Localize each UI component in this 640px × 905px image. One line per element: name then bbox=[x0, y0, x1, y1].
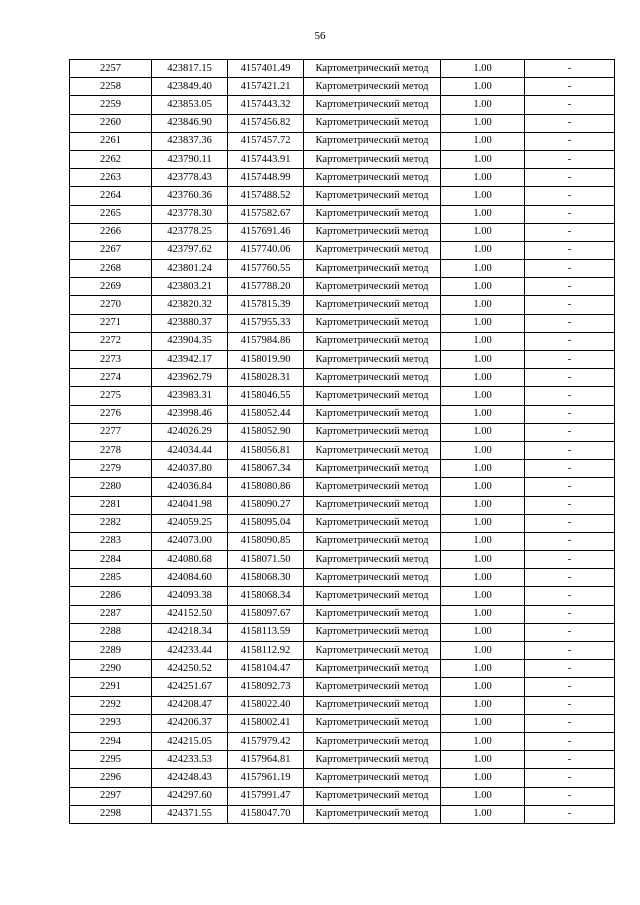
method-cell: Картометрический метод bbox=[304, 387, 441, 405]
table-row bbox=[70, 296, 615, 314]
coordinates-table bbox=[69, 59, 615, 824]
point-number-cell: 2269 bbox=[70, 278, 152, 296]
y-coordinate-cell: 4158090.27 bbox=[228, 496, 304, 514]
y-coordinate-cell: 4158112.92 bbox=[228, 642, 304, 660]
point-number-cell: 2295 bbox=[70, 751, 152, 769]
y-coordinate-cell: 4158028.31 bbox=[228, 369, 304, 387]
description-cell: - bbox=[525, 732, 615, 750]
description-cell: - bbox=[525, 314, 615, 332]
point-number-cell: 2289 bbox=[70, 642, 152, 660]
description-cell: - bbox=[525, 678, 615, 696]
accuracy-cell: 1.00 bbox=[441, 150, 525, 168]
method-cell: Картометрический метод bbox=[304, 514, 441, 532]
accuracy-cell: 1.00 bbox=[441, 751, 525, 769]
x-coordinate-cell: 423797.62 bbox=[152, 241, 228, 259]
y-coordinate-cell: 4157979.42 bbox=[228, 732, 304, 750]
accuracy-cell: 1.00 bbox=[441, 660, 525, 678]
method-cell: Картометрический метод bbox=[304, 587, 441, 605]
y-coordinate-cell: 4158071.50 bbox=[228, 551, 304, 569]
table-row bbox=[70, 132, 615, 150]
description-cell: - bbox=[525, 642, 615, 660]
x-coordinate-cell: 424041.98 bbox=[152, 496, 228, 514]
description-cell: - bbox=[525, 150, 615, 168]
accuracy-cell: 1.00 bbox=[441, 460, 525, 478]
y-coordinate-cell: 4158019.90 bbox=[228, 351, 304, 369]
y-coordinate-cell: 4157788.20 bbox=[228, 278, 304, 296]
method-cell: Картометрический метод bbox=[304, 642, 441, 660]
method-cell: Картометрический метод bbox=[304, 551, 441, 569]
point-number-cell: 2270 bbox=[70, 296, 152, 314]
y-coordinate-cell: 4157582.67 bbox=[228, 205, 304, 223]
x-coordinate-cell: 424152.50 bbox=[152, 605, 228, 623]
x-coordinate-cell: 424093.38 bbox=[152, 587, 228, 605]
x-coordinate-cell: 424084.60 bbox=[152, 569, 228, 587]
table-row bbox=[70, 605, 615, 623]
description-cell: - bbox=[525, 714, 615, 732]
y-coordinate-cell: 4157740.06 bbox=[228, 241, 304, 259]
x-coordinate-cell: 424059.25 bbox=[152, 514, 228, 532]
description-cell: - bbox=[525, 60, 615, 78]
table-row bbox=[70, 569, 615, 587]
accuracy-cell: 1.00 bbox=[441, 623, 525, 641]
accuracy-cell: 1.00 bbox=[441, 241, 525, 259]
method-cell: Картометрический метод bbox=[304, 187, 441, 205]
accuracy-cell: 1.00 bbox=[441, 187, 525, 205]
method-cell: Картометрический метод bbox=[304, 260, 441, 278]
table-row bbox=[70, 150, 615, 168]
y-coordinate-cell: 4158052.90 bbox=[228, 423, 304, 441]
x-coordinate-cell: 424026.29 bbox=[152, 423, 228, 441]
description-cell: - bbox=[525, 441, 615, 459]
accuracy-cell: 1.00 bbox=[441, 732, 525, 750]
x-coordinate-cell: 424251.67 bbox=[152, 678, 228, 696]
table-row bbox=[70, 769, 615, 787]
x-coordinate-cell: 423760.36 bbox=[152, 187, 228, 205]
x-coordinate-cell: 423962.79 bbox=[152, 369, 228, 387]
accuracy-cell: 1.00 bbox=[441, 605, 525, 623]
method-cell: Картометрический метод bbox=[304, 78, 441, 96]
table-row bbox=[70, 587, 615, 605]
y-coordinate-cell: 4158097.67 bbox=[228, 605, 304, 623]
accuracy-cell: 1.00 bbox=[441, 587, 525, 605]
accuracy-cell: 1.00 bbox=[441, 78, 525, 96]
x-coordinate-cell: 423942.17 bbox=[152, 351, 228, 369]
y-coordinate-cell: 4158002.41 bbox=[228, 714, 304, 732]
point-number-cell: 2273 bbox=[70, 351, 152, 369]
method-cell: Картометрический метод bbox=[304, 787, 441, 805]
table-row bbox=[70, 714, 615, 732]
y-coordinate-cell: 4157955.33 bbox=[228, 314, 304, 332]
point-number-cell: 2280 bbox=[70, 478, 152, 496]
method-cell: Картометрический метод bbox=[304, 332, 441, 350]
table-row bbox=[70, 496, 615, 514]
table-row bbox=[70, 241, 615, 259]
description-cell: - bbox=[525, 696, 615, 714]
accuracy-cell: 1.00 bbox=[441, 223, 525, 241]
point-number-cell: 2281 bbox=[70, 496, 152, 514]
description-cell: - bbox=[525, 296, 615, 314]
point-number-cell: 2293 bbox=[70, 714, 152, 732]
x-coordinate-cell: 423820.32 bbox=[152, 296, 228, 314]
x-coordinate-cell: 423778.30 bbox=[152, 205, 228, 223]
x-coordinate-cell: 423998.46 bbox=[152, 405, 228, 423]
description-cell: - bbox=[525, 187, 615, 205]
method-cell: Картометрический метод bbox=[304, 751, 441, 769]
description-cell: - bbox=[525, 132, 615, 150]
point-number-cell: 2261 bbox=[70, 132, 152, 150]
accuracy-cell: 1.00 bbox=[441, 332, 525, 350]
point-number-cell: 2277 bbox=[70, 423, 152, 441]
point-number-cell: 2278 bbox=[70, 441, 152, 459]
accuracy-cell: 1.00 bbox=[441, 96, 525, 114]
point-number-cell: 2263 bbox=[70, 169, 152, 187]
x-coordinate-cell: 423778.43 bbox=[152, 169, 228, 187]
accuracy-cell: 1.00 bbox=[441, 478, 525, 496]
table-row bbox=[70, 60, 615, 78]
table-row bbox=[70, 787, 615, 805]
table-row bbox=[70, 223, 615, 241]
y-coordinate-cell: 4157984.86 bbox=[228, 332, 304, 350]
x-coordinate-cell: 424034.44 bbox=[152, 441, 228, 459]
x-coordinate-cell: 424371.55 bbox=[152, 805, 228, 823]
point-number-cell: 2297 bbox=[70, 787, 152, 805]
accuracy-cell: 1.00 bbox=[441, 205, 525, 223]
page-number: 56 bbox=[314, 30, 326, 42]
accuracy-cell: 1.00 bbox=[441, 514, 525, 532]
accuracy-cell: 1.00 bbox=[441, 60, 525, 78]
y-coordinate-cell: 4157964.81 bbox=[228, 751, 304, 769]
table-row bbox=[70, 732, 615, 750]
method-cell: Картометрический метод bbox=[304, 660, 441, 678]
y-coordinate-cell: 4157691.46 bbox=[228, 223, 304, 241]
method-cell: Картометрический метод bbox=[304, 405, 441, 423]
method-cell: Картометрический метод bbox=[304, 678, 441, 696]
method-cell: Картометрический метод bbox=[304, 60, 441, 78]
x-coordinate-cell: 424215.05 bbox=[152, 732, 228, 750]
description-cell: - bbox=[525, 332, 615, 350]
description-cell: - bbox=[525, 223, 615, 241]
method-cell: Картометрический метод bbox=[304, 132, 441, 150]
y-coordinate-cell: 4157760.55 bbox=[228, 260, 304, 278]
point-number-cell: 2272 bbox=[70, 332, 152, 350]
accuracy-cell: 1.00 bbox=[441, 532, 525, 550]
accuracy-cell: 1.00 bbox=[441, 551, 525, 569]
y-coordinate-cell: 4157991.47 bbox=[228, 787, 304, 805]
x-coordinate-cell: 423778.25 bbox=[152, 223, 228, 241]
table-row bbox=[70, 405, 615, 423]
method-cell: Картометрический метод bbox=[304, 623, 441, 641]
accuracy-cell: 1.00 bbox=[441, 114, 525, 132]
table-row bbox=[70, 369, 615, 387]
description-cell: - bbox=[525, 769, 615, 787]
description-cell: - bbox=[525, 78, 615, 96]
method-cell: Картометрический метод bbox=[304, 205, 441, 223]
method-cell: Картометрический метод bbox=[304, 460, 441, 478]
accuracy-cell: 1.00 bbox=[441, 296, 525, 314]
table-row bbox=[70, 532, 615, 550]
method-cell: Картометрический метод bbox=[304, 96, 441, 114]
method-cell: Картометрический метод bbox=[304, 441, 441, 459]
table-row bbox=[70, 423, 615, 441]
point-number-cell: 2265 bbox=[70, 205, 152, 223]
y-coordinate-cell: 4158067.34 bbox=[228, 460, 304, 478]
x-coordinate-cell: 424036.84 bbox=[152, 478, 228, 496]
point-number-cell: 2276 bbox=[70, 405, 152, 423]
description-cell: - bbox=[525, 569, 615, 587]
x-coordinate-cell: 424297.60 bbox=[152, 787, 228, 805]
method-cell: Картометрический метод bbox=[304, 114, 441, 132]
y-coordinate-cell: 4157443.91 bbox=[228, 150, 304, 168]
x-coordinate-cell: 424080.68 bbox=[152, 551, 228, 569]
y-coordinate-cell: 4157448.99 bbox=[228, 169, 304, 187]
y-coordinate-cell: 4158052.44 bbox=[228, 405, 304, 423]
y-coordinate-cell: 4157443.32 bbox=[228, 96, 304, 114]
method-cell: Картометрический метод bbox=[304, 714, 441, 732]
accuracy-cell: 1.00 bbox=[441, 805, 525, 823]
x-coordinate-cell: 423880.37 bbox=[152, 314, 228, 332]
point-number-cell: 2283 bbox=[70, 532, 152, 550]
description-cell: - bbox=[525, 751, 615, 769]
table-row bbox=[70, 187, 615, 205]
y-coordinate-cell: 4158047.70 bbox=[228, 805, 304, 823]
x-coordinate-cell: 424037.80 bbox=[152, 460, 228, 478]
table-row bbox=[70, 96, 615, 114]
table-row bbox=[70, 278, 615, 296]
description-cell: - bbox=[525, 460, 615, 478]
description-cell: - bbox=[525, 605, 615, 623]
table-row bbox=[70, 387, 615, 405]
table-row bbox=[70, 805, 615, 823]
method-cell: Картометрический метод bbox=[304, 696, 441, 714]
point-number-cell: 2258 bbox=[70, 78, 152, 96]
description-cell: - bbox=[525, 623, 615, 641]
x-coordinate-cell: 423803.21 bbox=[152, 278, 228, 296]
x-coordinate-cell: 423846.90 bbox=[152, 114, 228, 132]
accuracy-cell: 1.00 bbox=[441, 351, 525, 369]
y-coordinate-cell: 4158046.55 bbox=[228, 387, 304, 405]
method-cell: Картометрический метод bbox=[304, 296, 441, 314]
x-coordinate-cell: 424233.53 bbox=[152, 751, 228, 769]
method-cell: Картометрический метод bbox=[304, 314, 441, 332]
point-number-cell: 2282 bbox=[70, 514, 152, 532]
method-cell: Картометрический метод bbox=[304, 478, 441, 496]
method-cell: Картометрический метод bbox=[304, 805, 441, 823]
point-number-cell: 2298 bbox=[70, 805, 152, 823]
table-row bbox=[70, 314, 615, 332]
point-number-cell: 2288 bbox=[70, 623, 152, 641]
accuracy-cell: 1.00 bbox=[441, 314, 525, 332]
point-number-cell: 2294 bbox=[70, 732, 152, 750]
point-number-cell: 2285 bbox=[70, 569, 152, 587]
table-row bbox=[70, 78, 615, 96]
table-row bbox=[70, 169, 615, 187]
description-cell: - bbox=[525, 805, 615, 823]
y-coordinate-cell: 4158104.47 bbox=[228, 660, 304, 678]
table-row bbox=[70, 623, 615, 641]
x-coordinate-cell: 423853.05 bbox=[152, 96, 228, 114]
point-number-cell: 2264 bbox=[70, 187, 152, 205]
description-cell: - bbox=[525, 551, 615, 569]
accuracy-cell: 1.00 bbox=[441, 787, 525, 805]
point-number-cell: 2296 bbox=[70, 769, 152, 787]
table-row bbox=[70, 332, 615, 350]
y-coordinate-cell: 4158090.85 bbox=[228, 532, 304, 550]
description-cell: - bbox=[525, 369, 615, 387]
coordinates-table-body bbox=[70, 60, 615, 824]
method-cell: Картометрический метод bbox=[304, 732, 441, 750]
method-cell: Картометрический метод bbox=[304, 241, 441, 259]
point-number-cell: 2262 bbox=[70, 150, 152, 168]
point-number-cell: 2275 bbox=[70, 387, 152, 405]
point-number-cell: 2274 bbox=[70, 369, 152, 387]
x-coordinate-cell: 423849.40 bbox=[152, 78, 228, 96]
description-cell: - bbox=[525, 387, 615, 405]
table-row bbox=[70, 551, 615, 569]
description-cell: - bbox=[525, 478, 615, 496]
description-cell: - bbox=[525, 260, 615, 278]
accuracy-cell: 1.00 bbox=[441, 369, 525, 387]
method-cell: Картометрический метод bbox=[304, 532, 441, 550]
y-coordinate-cell: 4158113.59 bbox=[228, 623, 304, 641]
method-cell: Картометрический метод bbox=[304, 569, 441, 587]
x-coordinate-cell: 423790.11 bbox=[152, 150, 228, 168]
point-number-cell: 2271 bbox=[70, 314, 152, 332]
y-coordinate-cell: 4157421.21 bbox=[228, 78, 304, 96]
description-cell: - bbox=[525, 496, 615, 514]
x-coordinate-cell: 424218.34 bbox=[152, 623, 228, 641]
method-cell: Картометрический метод bbox=[304, 278, 441, 296]
table-row bbox=[70, 460, 615, 478]
method-cell: Картометрический метод bbox=[304, 169, 441, 187]
x-coordinate-cell: 423904.35 bbox=[152, 332, 228, 350]
point-number-cell: 2284 bbox=[70, 551, 152, 569]
y-coordinate-cell: 4157488.52 bbox=[228, 187, 304, 205]
x-coordinate-cell: 423983.31 bbox=[152, 387, 228, 405]
accuracy-cell: 1.00 bbox=[441, 696, 525, 714]
table-row bbox=[70, 660, 615, 678]
y-coordinate-cell: 4157961.19 bbox=[228, 769, 304, 787]
description-cell: - bbox=[525, 514, 615, 532]
x-coordinate-cell: 424073.00 bbox=[152, 532, 228, 550]
description-cell: - bbox=[525, 660, 615, 678]
description-cell: - bbox=[525, 169, 615, 187]
y-coordinate-cell: 4157815.39 bbox=[228, 296, 304, 314]
accuracy-cell: 1.00 bbox=[441, 769, 525, 787]
table-row bbox=[70, 441, 615, 459]
x-coordinate-cell: 424250.52 bbox=[152, 660, 228, 678]
accuracy-cell: 1.00 bbox=[441, 387, 525, 405]
description-cell: - bbox=[525, 532, 615, 550]
accuracy-cell: 1.00 bbox=[441, 278, 525, 296]
table-row bbox=[70, 114, 615, 132]
point-number-cell: 2267 bbox=[70, 241, 152, 259]
y-coordinate-cell: 4158092.73 bbox=[228, 678, 304, 696]
accuracy-cell: 1.00 bbox=[441, 441, 525, 459]
y-coordinate-cell: 4158068.34 bbox=[228, 587, 304, 605]
x-coordinate-cell: 423837.36 bbox=[152, 132, 228, 150]
description-cell: - bbox=[525, 351, 615, 369]
method-cell: Картометрический метод bbox=[304, 351, 441, 369]
accuracy-cell: 1.00 bbox=[441, 260, 525, 278]
point-number-cell: 2266 bbox=[70, 223, 152, 241]
table-row bbox=[70, 696, 615, 714]
y-coordinate-cell: 4158080.86 bbox=[228, 478, 304, 496]
description-cell: - bbox=[525, 96, 615, 114]
y-coordinate-cell: 4158056.81 bbox=[228, 441, 304, 459]
description-cell: - bbox=[525, 278, 615, 296]
accuracy-cell: 1.00 bbox=[441, 405, 525, 423]
point-number-cell: 2291 bbox=[70, 678, 152, 696]
table-row bbox=[70, 678, 615, 696]
point-number-cell: 2290 bbox=[70, 660, 152, 678]
accuracy-cell: 1.00 bbox=[441, 496, 525, 514]
point-number-cell: 2260 bbox=[70, 114, 152, 132]
x-coordinate-cell: 424208.47 bbox=[152, 696, 228, 714]
x-coordinate-cell: 424248.43 bbox=[152, 769, 228, 787]
description-cell: - bbox=[525, 205, 615, 223]
table-row bbox=[70, 514, 615, 532]
x-coordinate-cell: 424233.44 bbox=[152, 642, 228, 660]
method-cell: Картометрический метод bbox=[304, 369, 441, 387]
method-cell: Картометрический метод bbox=[304, 423, 441, 441]
x-coordinate-cell: 424206.37 bbox=[152, 714, 228, 732]
x-coordinate-cell: 423817.15 bbox=[152, 60, 228, 78]
accuracy-cell: 1.00 bbox=[441, 423, 525, 441]
y-coordinate-cell: 4157456.82 bbox=[228, 114, 304, 132]
table-row bbox=[70, 751, 615, 769]
table-row bbox=[70, 478, 615, 496]
description-cell: - bbox=[525, 114, 615, 132]
method-cell: Картометрический метод bbox=[304, 496, 441, 514]
point-number-cell: 2286 bbox=[70, 587, 152, 605]
description-cell: - bbox=[525, 241, 615, 259]
point-number-cell: 2268 bbox=[70, 260, 152, 278]
accuracy-cell: 1.00 bbox=[441, 714, 525, 732]
accuracy-cell: 1.00 bbox=[441, 169, 525, 187]
point-number-cell: 2292 bbox=[70, 696, 152, 714]
point-number-cell: 2287 bbox=[70, 605, 152, 623]
table-row bbox=[70, 260, 615, 278]
accuracy-cell: 1.00 bbox=[441, 132, 525, 150]
y-coordinate-cell: 4158095.04 bbox=[228, 514, 304, 532]
accuracy-cell: 1.00 bbox=[441, 642, 525, 660]
method-cell: Картометрический метод bbox=[304, 605, 441, 623]
description-cell: - bbox=[525, 405, 615, 423]
x-coordinate-cell: 423801.24 bbox=[152, 260, 228, 278]
method-cell: Картометрический метод bbox=[304, 223, 441, 241]
y-coordinate-cell: 4157401.49 bbox=[228, 60, 304, 78]
accuracy-cell: 1.00 bbox=[441, 569, 525, 587]
y-coordinate-cell: 4157457.72 bbox=[228, 132, 304, 150]
description-cell: - bbox=[525, 423, 615, 441]
point-number-cell: 2279 bbox=[70, 460, 152, 478]
description-cell: - bbox=[525, 587, 615, 605]
method-cell: Картометрический метод bbox=[304, 769, 441, 787]
table-row bbox=[70, 351, 615, 369]
point-number-cell: 2257 bbox=[70, 60, 152, 78]
accuracy-cell: 1.00 bbox=[441, 678, 525, 696]
description-cell: - bbox=[525, 787, 615, 805]
table-row bbox=[70, 205, 615, 223]
method-cell: Картометрический метод bbox=[304, 150, 441, 168]
y-coordinate-cell: 4158022.40 bbox=[228, 696, 304, 714]
y-coordinate-cell: 4158068.30 bbox=[228, 569, 304, 587]
point-number-cell: 2259 bbox=[70, 96, 152, 114]
table-row bbox=[70, 642, 615, 660]
